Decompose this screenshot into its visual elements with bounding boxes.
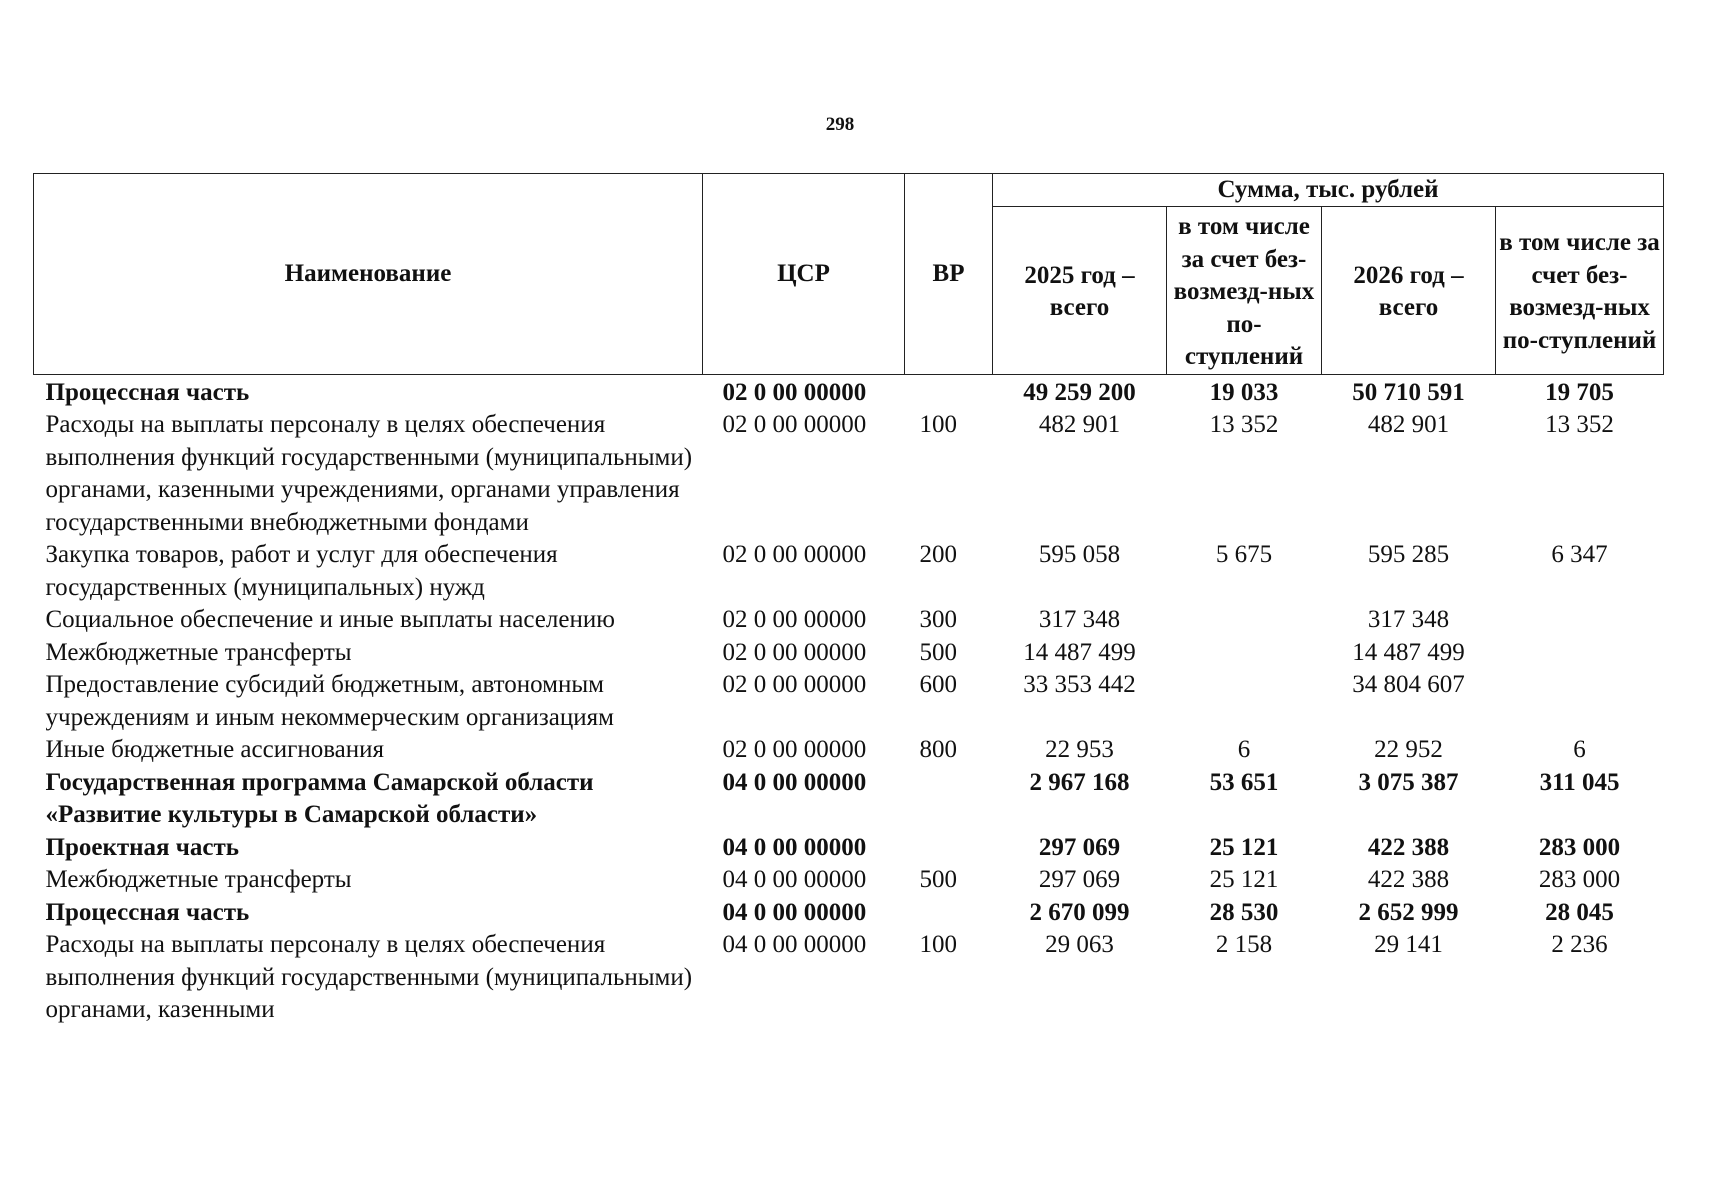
- row-name: Социальное обеспечение и иные выплаты населению: [45, 606, 615, 633]
- row-2026-free: 311 045: [1539, 768, 1620, 796]
- table-row: [34, 767, 1664, 832]
- row-2026-free: 6: [1573, 736, 1586, 763]
- row-2025-total: 297 069: [1038, 866, 1121, 893]
- row-2025-total: 482 901: [1038, 411, 1121, 438]
- row-2026-total: 14 487 499: [1352, 638, 1465, 666]
- row-2025-free: [1167, 669, 1322, 734]
- row-2025-free: 6: [1237, 736, 1251, 763]
- row-name: Расходы на выплаты персоналу в целях обеспечения выполнения функций государственными (муниципальными) органами, казенными: [45, 931, 693, 1023]
- row-vr: [905, 374, 993, 409]
- row-2026-total: 50 710 591: [1352, 378, 1465, 406]
- row-2026-free: 6 347: [1551, 541, 1608, 568]
- row-2025-total: 22 953: [1045, 736, 1114, 763]
- row-csr: 04 0 00 00000: [722, 833, 867, 861]
- row-csr: 04 0 00 00000: [722, 768, 867, 796]
- table-row: [34, 669, 1664, 734]
- row-2026-free: 283 000: [1538, 866, 1621, 893]
- row-vr: 500: [919, 866, 957, 893]
- row-2026-total: 422 388: [1367, 833, 1450, 861]
- row-name: Межбюджетные трансферты: [45, 638, 352, 666]
- row-2026-total: 317 348: [1367, 606, 1450, 633]
- header-vr: ВР: [905, 174, 993, 375]
- table-row: [34, 604, 1664, 637]
- row-csr: 02 0 00 00000: [722, 638, 867, 666]
- page-number: 298: [825, 114, 855, 135]
- row-2025-total: 33 353 442: [1023, 671, 1136, 698]
- row-vr: 600: [919, 671, 957, 698]
- table-body: [34, 374, 1664, 1027]
- table-row: [34, 539, 1664, 604]
- row-2026-free: 283 000: [1538, 833, 1621, 861]
- row-vr: [905, 767, 993, 832]
- row-vr: [905, 832, 993, 865]
- row-2025-free: 53 651: [1209, 768, 1279, 796]
- table-row: [34, 409, 1664, 539]
- header-sum-group: Сумма, тыс. рублей: [993, 174, 1664, 207]
- row-vr: 100: [919, 411, 957, 438]
- row-2026-free: 2 236: [1551, 931, 1608, 958]
- header-2026-free: в том числе за счет без-возмезд-ных по-ступлений: [1496, 207, 1664, 375]
- row-csr: 02 0 00 00000: [722, 671, 867, 698]
- row-2025-free: 2 158: [1215, 931, 1273, 958]
- row-2026-total: 595 285: [1367, 541, 1450, 568]
- row-2025-free: [1167, 604, 1322, 637]
- row-csr: 02 0 00 00000: [722, 736, 867, 763]
- row-2025-total: 49 259 200: [1023, 378, 1136, 406]
- row-2025-total: 297 069: [1038, 833, 1121, 861]
- header-name: Наименование: [34, 174, 703, 375]
- row-vr: 300: [919, 606, 957, 633]
- row-2026-total: 2 652 999: [1358, 898, 1459, 926]
- row-csr: 02 0 00 00000: [722, 606, 867, 633]
- row-2025-total: 14 487 499: [1023, 638, 1136, 666]
- table-row: [34, 864, 1664, 897]
- row-name: Межбюджетные трансферты: [45, 866, 352, 893]
- row-2025-total: 2 670 099: [1029, 898, 1130, 926]
- row-2026-free: 28 045: [1545, 898, 1614, 926]
- row-name: Предоставление субсидий бюджетным, автономным учреждениям и иным некоммерческим организациям: [45, 671, 614, 731]
- row-2025-total: 317 348: [1038, 606, 1121, 633]
- row-name: Государственная программа Самарской области «Развитие культуры в Самарской области»: [45, 768, 594, 828]
- row-2025-total: 595 058: [1038, 541, 1121, 568]
- row-name: Процессная часть: [45, 378, 250, 406]
- table-row: [34, 734, 1664, 767]
- row-2025-total: 29 063: [1045, 931, 1114, 958]
- row-2025-free: [1167, 637, 1322, 670]
- row-2026-total: 29 141: [1374, 931, 1443, 958]
- row-2025-total: 2 967 168: [1029, 768, 1130, 796]
- row-2025-free: 28 530: [1209, 898, 1279, 926]
- row-name: Расходы на выплаты персоналу в целях обеспечения выполнения функций государственными (муниципальными) органами, казенными учреждениями, органами управления государственными внебюджетными фондами: [45, 411, 693, 536]
- row-2026-free: [1496, 604, 1664, 637]
- row-2026-total: 22 952: [1374, 736, 1443, 763]
- row-csr: 02 0 00 00000: [722, 411, 867, 438]
- row-2026-total: 3 075 387: [1358, 768, 1459, 796]
- row-2025-free: 25 121: [1209, 866, 1279, 893]
- row-csr: 02 0 00 00000: [722, 378, 867, 406]
- row-2026-total: 482 901: [1367, 411, 1450, 438]
- budget-table: [33, 173, 1664, 1027]
- row-name: Процессная часть: [45, 898, 250, 926]
- row-2026-total: 34 804 607: [1352, 671, 1465, 698]
- row-vr: [905, 897, 993, 930]
- header-2025-total: 2025 год – всего: [993, 207, 1167, 375]
- row-vr: 200: [919, 541, 957, 568]
- row-csr: 02 0 00 00000: [722, 541, 867, 568]
- row-2026-free: [1496, 637, 1664, 670]
- row-csr: 04 0 00 00000: [722, 931, 867, 958]
- table-row: [34, 374, 1664, 409]
- header-2026-total: 2026 год – всего: [1322, 207, 1496, 375]
- header-2025-free: в том числе за счет без-возмезд-ных по-ступлений: [1167, 207, 1322, 375]
- row-vr: 100: [919, 931, 957, 958]
- table-row: [34, 897, 1664, 930]
- row-name: Закупка товаров, работ и услуг для обеспечения государственных (муниципальных) нужд: [45, 541, 558, 601]
- row-name: Иные бюджетные ассигнования: [45, 736, 385, 763]
- header-csr: ЦСР: [703, 174, 905, 375]
- row-2026-free: 19 705: [1545, 378, 1614, 406]
- row-2026-free: [1496, 669, 1664, 734]
- row-csr: 04 0 00 00000: [722, 866, 867, 893]
- row-name: Проектная часть: [45, 833, 240, 861]
- row-2025-free: 5 675: [1215, 541, 1273, 568]
- table-row: [34, 637, 1664, 670]
- table-row: [34, 832, 1664, 865]
- table-row: [34, 929, 1664, 1027]
- row-2025-free: 13 352: [1209, 411, 1279, 438]
- row-csr: 04 0 00 00000: [722, 898, 867, 926]
- row-vr: 500: [919, 638, 957, 666]
- row-2025-free: 25 121: [1209, 833, 1279, 861]
- row-2026-free: 13 352: [1545, 411, 1614, 438]
- row-vr: 800: [919, 736, 957, 763]
- row-2026-total: 422 388: [1367, 866, 1450, 893]
- row-2025-free: 19 033: [1209, 378, 1279, 406]
- table-header: [34, 174, 1664, 375]
